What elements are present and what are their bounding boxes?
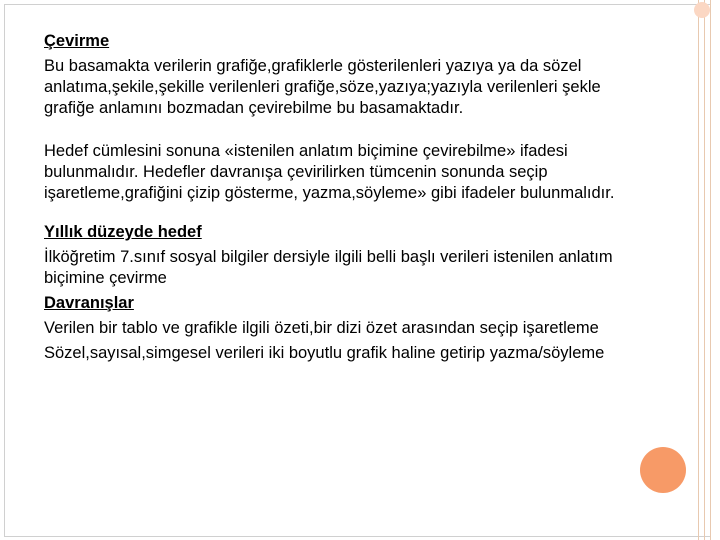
decorative-rule-line bbox=[698, 0, 699, 540]
cevirme-paragraph: Bu basamakta verilerin grafiğe,grafiklerle gösterilenleri yazıya ya da sözel anlatıma,şekile,şekille verilenleri grafiğe,söze,yazıya;yazıyla verilenleri şekle grafiğe anlamını bozmadan çevirebilme bu basamaktadır. bbox=[44, 57, 601, 117]
hedef-paragraph: Hedef cümlesini sonuna «istenilen anlatım biçimine çevirebilme» ifadesi bulunmalıdır. Hedefler davranışa çevirilirken tümcenin sonunda seçip işaretleme,grafiğini çizip gösterme, yazma,söyleme» gibi ifadeler bulunmalıdır. bbox=[44, 142, 615, 202]
davranis-item-1: Verilen bir tablo ve grafikle ilgili özeti,bir dizi özet arasından seçip işaretleme bbox=[44, 319, 599, 337]
yillik-heading: Yıllık düzeyde hedef bbox=[44, 223, 202, 241]
decorative-dot-large bbox=[640, 447, 686, 493]
yillik-paragraph: İlköğretim 7.sınıf sosyal bilgiler dersiyle ilgili belli başlı verileri istenilen anlatım biçimine çevirme bbox=[44, 248, 613, 287]
decorative-dot-small bbox=[694, 2, 710, 18]
cevirme-heading: Çevirme bbox=[44, 32, 110, 50]
decorative-rule-line bbox=[710, 0, 711, 540]
decorative-rule-line bbox=[704, 0, 705, 540]
slide-content bbox=[44, 31, 644, 364]
davranislar-heading: Davranışlar bbox=[44, 294, 134, 312]
davranis-item-2: Sözel,sayısal,simgesel verileri iki boyutlu grafik haline getirip yazma/söyleme bbox=[44, 344, 605, 362]
